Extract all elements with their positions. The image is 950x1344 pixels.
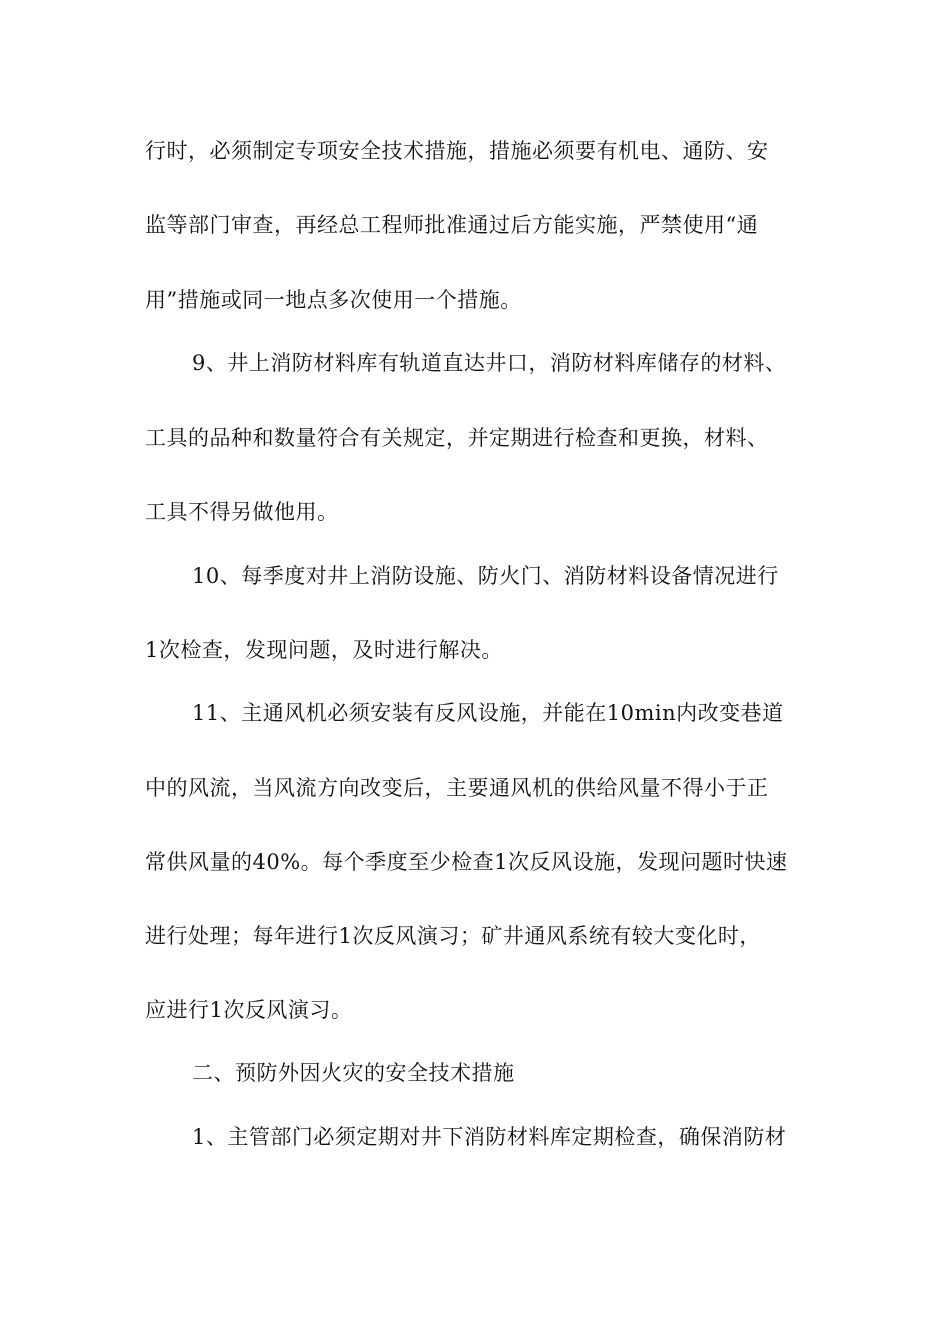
paragraph-11-start: 11、主通风机必须安装有反风设施，并能在10min内改变巷道: [192, 701, 784, 725]
text-line: 工具不得另做他用。: [145, 500, 339, 524]
text-line: 应进行1次反风演习。: [145, 998, 353, 1022]
text-line: 中的风流，当风流方向改变后，主要通风机的供给风量不得小于正: [145, 776, 769, 800]
text-line: 常供风量的40%。每个季度至少检查1次反风设施，发现问题时快速: [145, 850, 788, 874]
paragraph-9-start: 9、井上消防材料库有轨道直达井口，消防材料库储存的材料、: [192, 351, 787, 375]
paragraph-1-start: 1、主管部门必须定期对井下消防材料库定期检查，确保消防材: [192, 1125, 787, 1149]
text-line: 工具的品种和数量符合有关规定，并定期进行检查和更换，材料、: [145, 426, 769, 450]
paragraph-10-start: 10、每季度对井上消防设施、防火门、消防材料设备情况进行: [192, 564, 779, 588]
text-line: 1次检查，发现问题，及时进行解决。: [145, 638, 503, 662]
text-line: 用”措施或同一地点多次使用一个措施。: [145, 288, 522, 312]
section-heading: 二、预防外因火灾的安全技术措施: [192, 1061, 515, 1085]
text-line: 进行处理；每年进行1次反风演习；矿井通风系统有较大变化时，: [145, 924, 761, 948]
text-line: 监等部门审查，再经总工程师批准通过后方能实施，严禁使用“通: [145, 213, 759, 237]
text-line: 行时，必须制定专项安全技术措施，措施必须要有机电、通防、安: [145, 139, 769, 163]
